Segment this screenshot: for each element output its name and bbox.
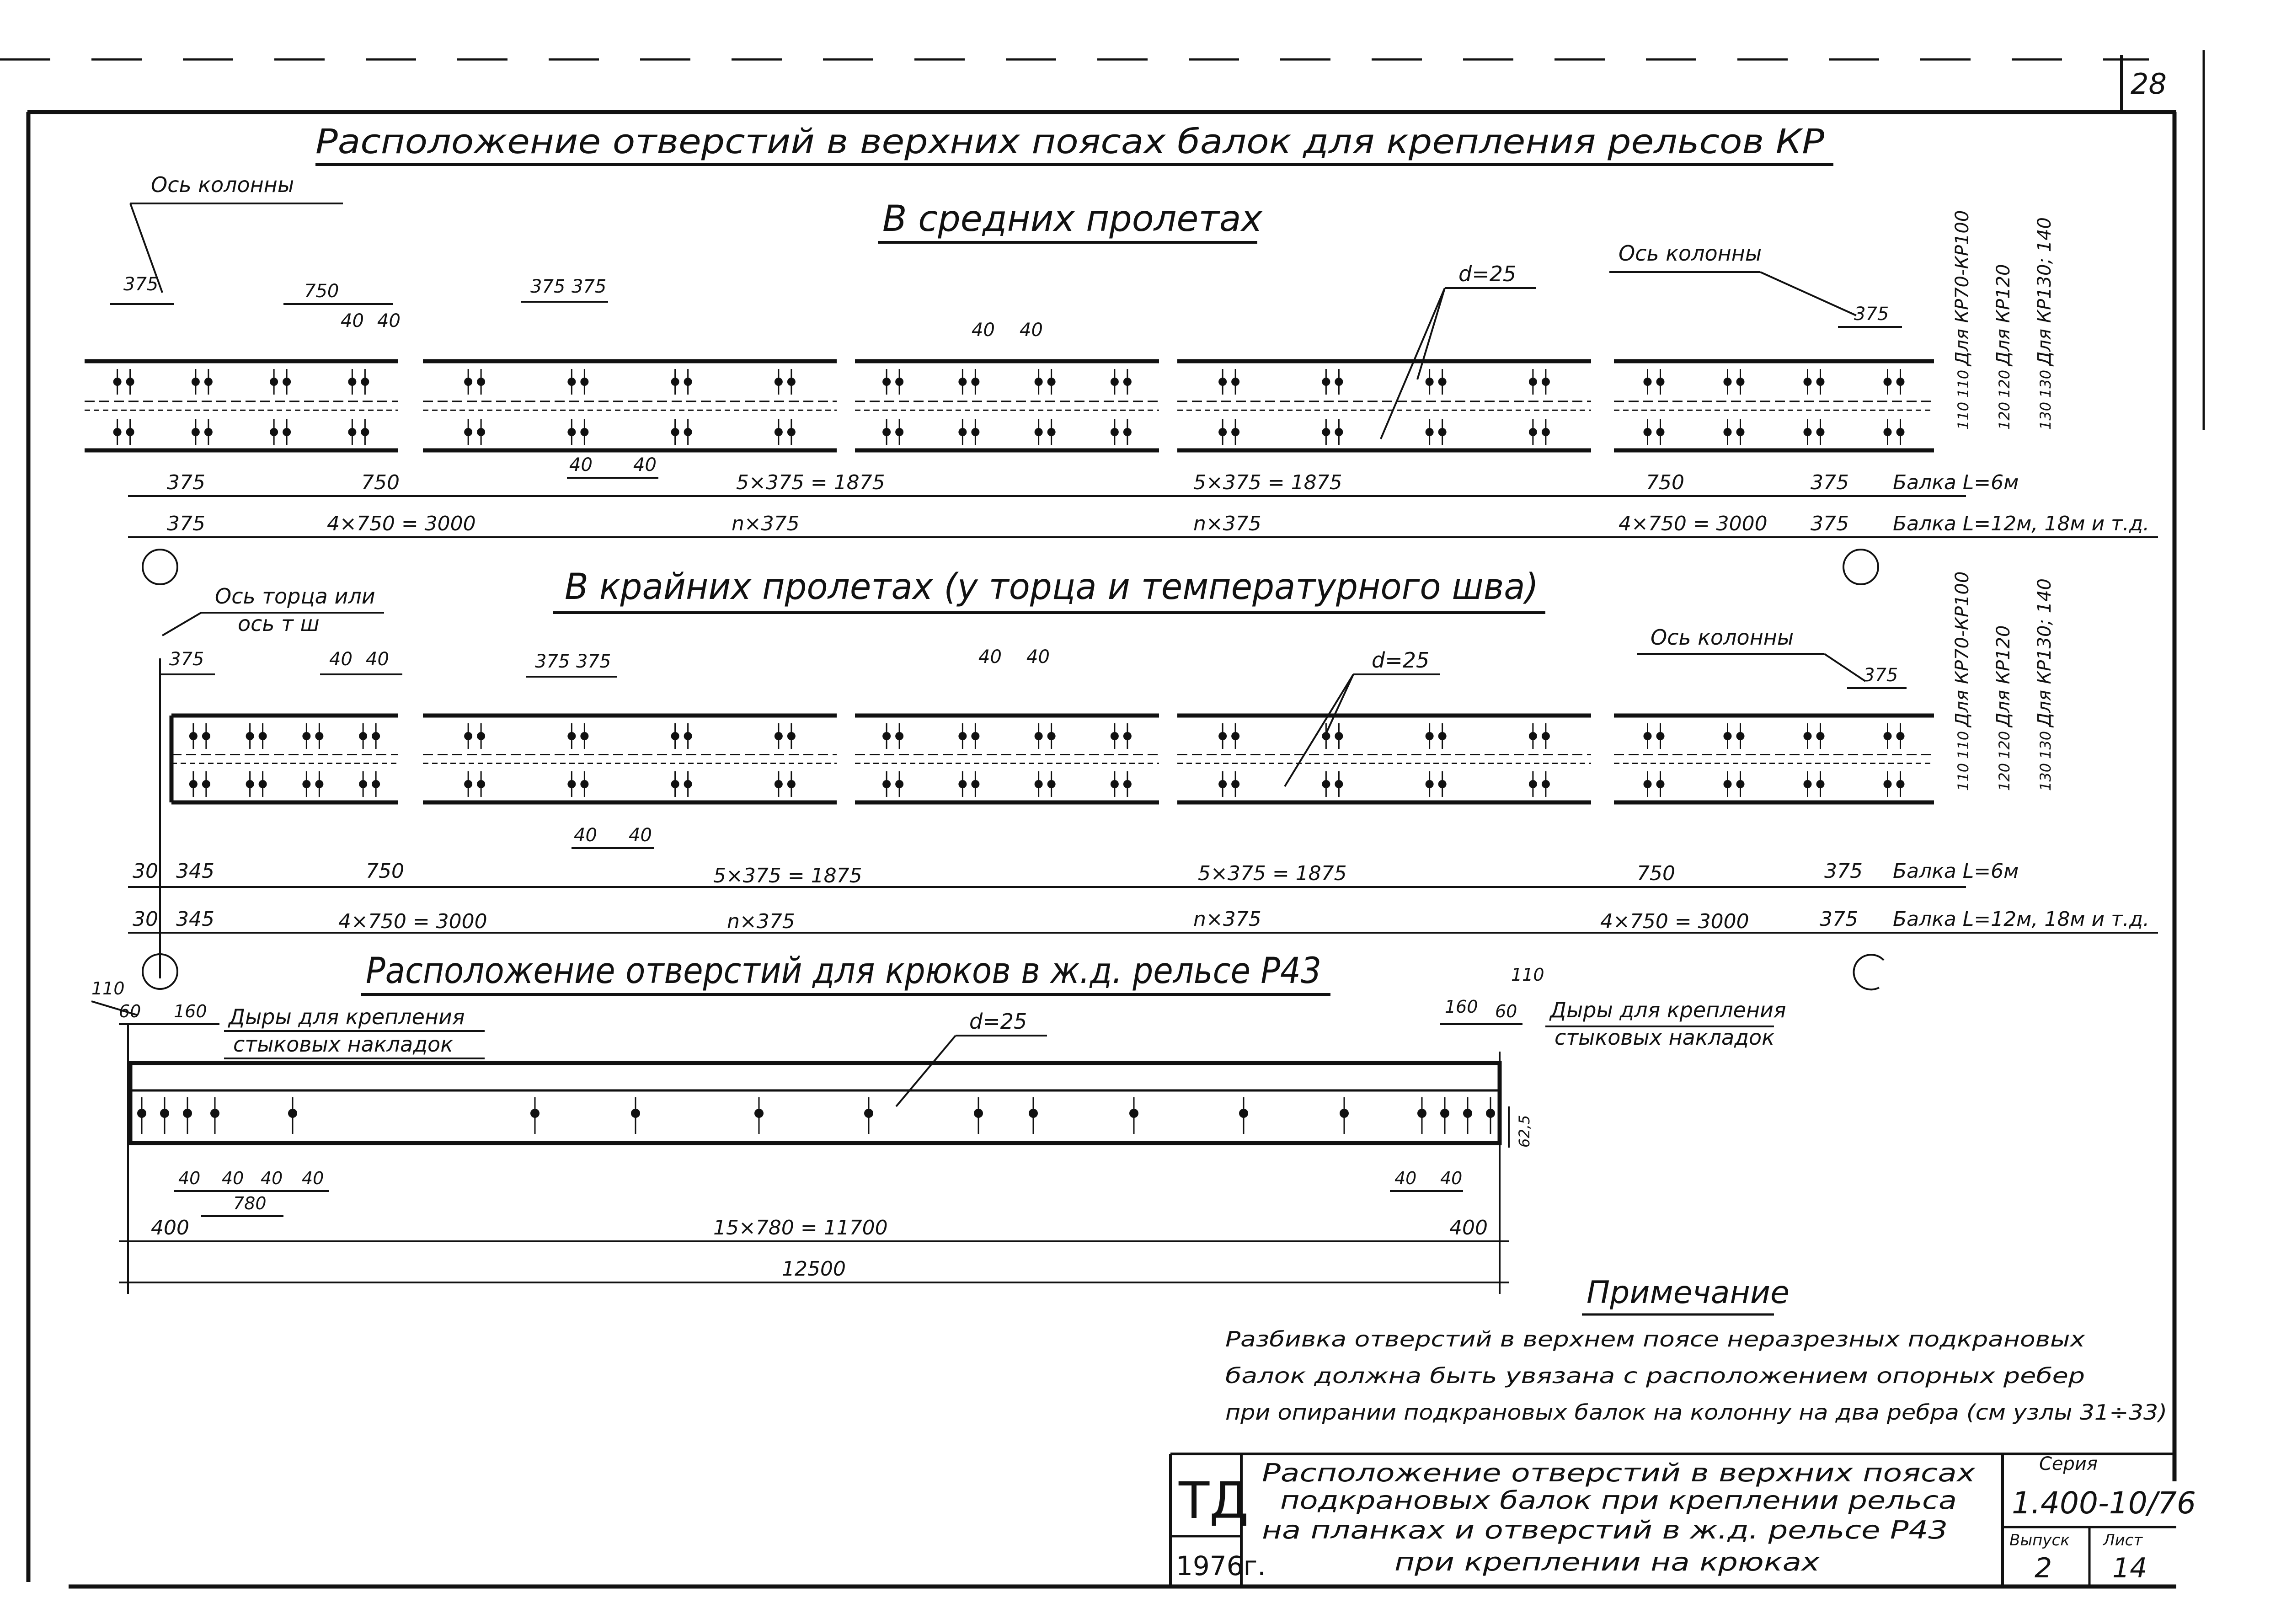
- dim-label: 750: [304, 281, 339, 302]
- hole-diameter-label: d=25: [1372, 648, 1430, 673]
- axis-label-right: Ось колонны: [1651, 625, 1794, 650]
- dim-label: 780: [233, 1193, 267, 1213]
- dim-label: 40: [1440, 1168, 1463, 1188]
- side-dim: 62,5: [1516, 1115, 1533, 1148]
- beam-segment: [855, 361, 1159, 450]
- beam-segments: [171, 716, 1934, 802]
- issue-value: 2: [2035, 1552, 2052, 1584]
- dim-label: 750: [361, 471, 400, 494]
- dim-label: 30: [133, 860, 158, 883]
- sheet-label: Лист: [2103, 1531, 2143, 1549]
- dim-label: 40: [569, 454, 593, 475]
- org-code: ТД: [1179, 1471, 1249, 1530]
- section-rail: [91, 951, 1786, 1294]
- dim-label: 40: [629, 825, 652, 846]
- page-number: 28: [2131, 67, 2167, 101]
- dim-label: 160: [1445, 997, 1478, 1017]
- axis-label-left: ось т ш: [238, 611, 320, 636]
- dim-label: 40: [377, 310, 401, 331]
- dim-label: 40: [574, 825, 597, 846]
- dim-label: n×375: [732, 512, 800, 535]
- dim-label: 60: [1495, 1001, 1517, 1021]
- right-dim: 120: [1996, 401, 2013, 430]
- description-line: подкрановых балок при креплении рельса: [1280, 1486, 1957, 1515]
- rail-type-label: Для КР70-КР100: [1952, 210, 1973, 366]
- hole-diameter-label: d=25: [969, 1009, 1027, 1034]
- rail-beam: [130, 1063, 1500, 1143]
- dim-label: 15×780 = 11700: [713, 1216, 888, 1239]
- dim-label: 160: [174, 1001, 207, 1021]
- right-dim: 110: [1955, 763, 1972, 791]
- dim-label: 375: [1811, 512, 1849, 535]
- dim-label: 5×375 = 1875: [736, 471, 885, 494]
- dim-label: 375: [1811, 471, 1849, 494]
- holes-label: Дыры для крепления: [1550, 998, 1786, 1022]
- axis-marker: [1843, 550, 1878, 584]
- year: 1976г.: [1176, 1550, 1266, 1581]
- issue-label: Выпуск: [2009, 1531, 2070, 1549]
- dim-label: 40: [366, 649, 389, 670]
- dim-label: 5×375 = 1875: [713, 864, 862, 887]
- beam-length-label: Балка L=12м, 18м и т.д.: [1893, 512, 2150, 535]
- note-heading: Примечание: [1587, 1275, 1790, 1311]
- holes-label: Дыры для крепления: [229, 1004, 465, 1029]
- dim-label: 750: [1646, 471, 1684, 494]
- dim-label: 375: [576, 651, 611, 672]
- section-end: [128, 566, 2158, 989]
- note-line: при опирании подкрановых балок на колонну на два ребра (см узлы 31÷33): [1225, 1400, 2167, 1425]
- beam-segment: [1177, 361, 1591, 450]
- dim-label: 345: [176, 908, 214, 931]
- dim-label: 400: [1449, 1216, 1488, 1239]
- section-middle-title: В средних пролетах: [882, 198, 1262, 240]
- right-dim: 110: [1955, 401, 1972, 430]
- right-dim: 110: [1955, 369, 1972, 398]
- section-rail-title: Расположение отверстий для крюков в ж.д. рельсе Р43: [366, 951, 1321, 992]
- axis-label-right: Ось колонны: [1619, 241, 1762, 266]
- dim-label: 40: [1020, 320, 1043, 341]
- beam-segment: [85, 361, 398, 450]
- axis-label-left: Ось торца или: [215, 584, 375, 609]
- series-value: 1.400-10/76: [2012, 1485, 2196, 1521]
- dim-row-1: [167, 471, 2019, 494]
- note-block: [1225, 1275, 2167, 1425]
- top-dimensions: [123, 274, 1889, 341]
- dim-label: 110: [91, 978, 125, 999]
- beam-segment: [423, 361, 837, 450]
- title-block: [1170, 1453, 2196, 1587]
- rail-type-label: Для КР120: [1993, 625, 2014, 727]
- right-dim: 110: [1955, 731, 1972, 759]
- dim-label: 40: [261, 1168, 283, 1188]
- dim-label: 375: [1854, 304, 1889, 325]
- dim-label: 375: [123, 274, 159, 295]
- dim-label: 750: [366, 860, 404, 883]
- main-title: Расположение отверстий в верхних поясах балок для крепления рельсов КР: [315, 122, 1825, 161]
- right-dim: 120: [1996, 731, 2013, 759]
- dim-label: 4×750 = 3000: [338, 910, 487, 933]
- dim-label: 40: [178, 1168, 201, 1188]
- beam-segment: [171, 716, 398, 802]
- dim-label: 345: [176, 860, 214, 883]
- dim-label: 5×375 = 1875: [1198, 862, 1347, 885]
- beam-segment: [855, 716, 1159, 802]
- dim-row-1: [133, 860, 2019, 887]
- beam-segment: [1614, 716, 1934, 802]
- dim-label: 30: [133, 908, 158, 931]
- axis-marker: [143, 550, 177, 584]
- dim-label: 375: [1824, 860, 1863, 883]
- rail-type-label: Для КР130; 140: [2034, 578, 2055, 727]
- beam-length-label: Балка L=6м: [1893, 471, 2019, 494]
- right-dim: 130: [2037, 763, 2054, 791]
- dim-row-2: [133, 908, 2149, 933]
- right-dim: 130: [2037, 401, 2054, 430]
- description-line: Расположение отверстий в верхних поясах: [1262, 1458, 1976, 1487]
- dim-label: 40: [633, 454, 657, 475]
- dim-label: 40: [978, 646, 1002, 668]
- rail-type-label: Для КР130; 140: [2034, 217, 2055, 366]
- description-line: на планках и отверстий в ж.д. рельсе Р43: [1262, 1516, 1948, 1544]
- dim-label: n×375: [727, 910, 795, 933]
- bottom-small-dims: [178, 1168, 1462, 1213]
- dim-label: n×375: [1193, 908, 1261, 931]
- right-dim: 130: [2037, 369, 2054, 398]
- axis-marker: [1854, 955, 1884, 989]
- axis-label-left: Ось колонны: [151, 172, 294, 197]
- holes-label: стыковых накладок: [1554, 1025, 1774, 1050]
- series-label: Серия: [2039, 1453, 2098, 1474]
- dim-label: 5×375 = 1875: [1193, 471, 1342, 494]
- sheet-value: 14: [2112, 1552, 2147, 1584]
- dim-label: 40: [341, 310, 364, 331]
- dim-label: 110: [1511, 965, 1544, 985]
- dim-label: 40: [222, 1168, 244, 1188]
- rail-outline: [130, 1063, 1500, 1143]
- beam-segments: [85, 361, 1934, 450]
- right-dim: 120: [1996, 369, 2013, 398]
- total-length: 12500: [782, 1257, 846, 1281]
- dim-label: 375: [1820, 908, 1858, 931]
- top-dimensions: [169, 646, 1898, 686]
- dim-label: 375: [169, 649, 204, 670]
- dim-row-2: [167, 512, 2149, 535]
- dim-label: 40: [329, 649, 353, 670]
- dim-label: 40: [972, 320, 995, 341]
- beam-length-label: Балка L=6м: [1893, 860, 2019, 883]
- rail-type-label: Для КР120: [1993, 264, 2014, 366]
- dim-label: 750: [1637, 862, 1675, 885]
- dim-label: 375: [167, 471, 205, 494]
- holes-label: стыковых накладок: [233, 1032, 453, 1057]
- note-line: балок должна быть увязана с расположением опорных ребер: [1225, 1363, 2085, 1388]
- right-dim: 130: [2037, 731, 2054, 759]
- beam-segment: [1614, 361, 1934, 450]
- hole-diameter-label: d=25: [1458, 262, 1517, 286]
- section-end-title: В крайних пролетах (у торца и температурного шва): [565, 566, 1538, 608]
- dim-label: 375: [572, 276, 607, 297]
- dim-label: 60: [119, 1001, 141, 1021]
- note-line: Разбивка отверстий в верхнем поясе неразрезных подкрановых: [1225, 1327, 2085, 1352]
- dim-label: 375: [535, 651, 570, 672]
- beam-segment: [1177, 716, 1591, 802]
- dim-label: 400: [151, 1216, 189, 1239]
- dim-label: 4×750 = 3000: [327, 512, 476, 535]
- beam-length-label: Балка L=12м, 18м и т.д.: [1893, 908, 2150, 931]
- dim-label: 40: [302, 1168, 324, 1188]
- beam-segment: [423, 716, 837, 802]
- dim-label: 40: [1026, 646, 1050, 668]
- dim-label: 375: [530, 276, 566, 297]
- section-middle: [85, 172, 2158, 584]
- dim-label: 375: [167, 512, 205, 535]
- dim-label: 4×750 = 3000: [1600, 910, 1749, 933]
- dim-label: n×375: [1193, 512, 1261, 535]
- right-dim: 120: [1996, 763, 2013, 791]
- rail-type-label: Для КР70-КР100: [1952, 571, 1973, 727]
- dim-label: 40: [1394, 1168, 1417, 1188]
- dim-label: 375: [1863, 665, 1898, 686]
- description-line: при креплении на крюках: [1394, 1548, 1821, 1576]
- dim-label: 4×750 = 3000: [1619, 512, 1768, 535]
